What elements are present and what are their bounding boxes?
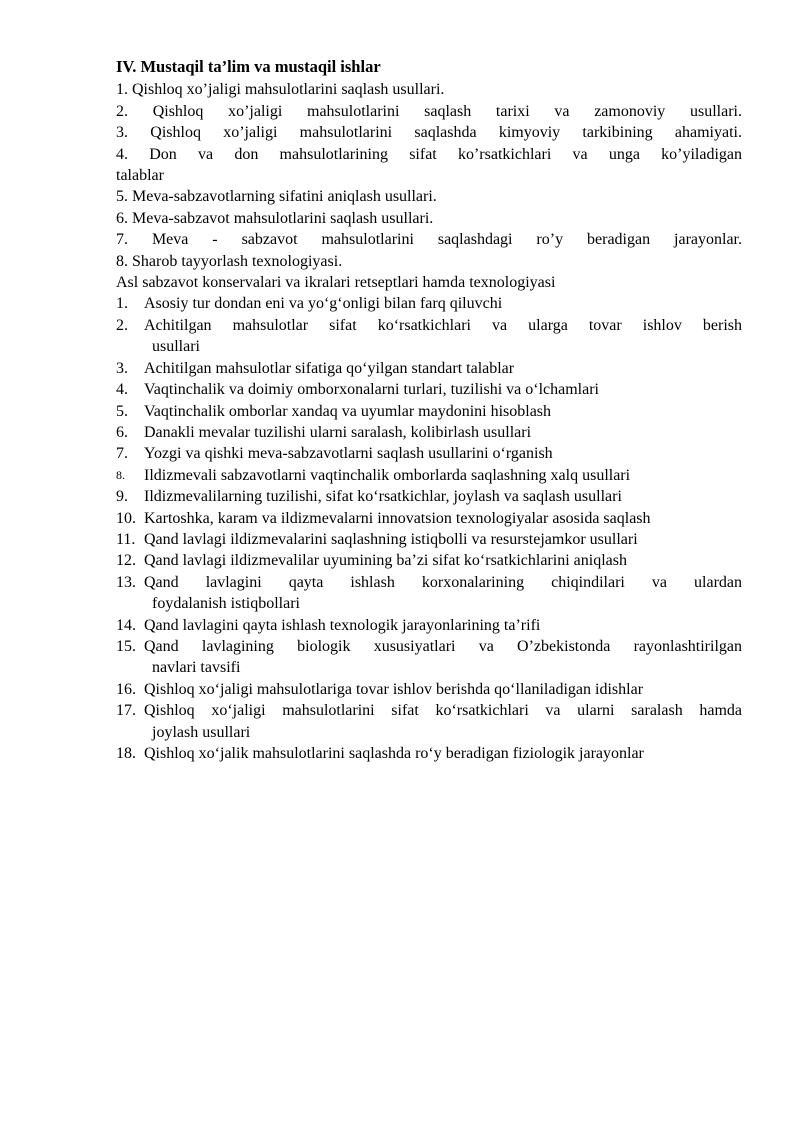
list-item: [116, 572, 742, 615]
item-number: 6.: [116, 209, 128, 227]
item-text: Qand lavlagini qayta ishlash korxonalarining chiqindilari va ulardan: [144, 573, 742, 591]
list-item: [116, 443, 742, 464]
list-item: [116, 229, 742, 250]
item-number: 13.: [116, 573, 136, 591]
item-number: 3.: [116, 359, 128, 377]
item-number: 16.: [116, 680, 136, 698]
item-text: Qishloq xo‘jalik mahsulotlarini saqlashda ro‘y beradigan fiziologik jarayonlar: [144, 745, 644, 762]
item-number: 11.: [116, 530, 136, 548]
item-text: Qishloq xo‘jaligi mahsulotlariga tovar ishlov berishda qo‘llaniladigan idishlar: [144, 680, 644, 698]
item-text-continuation: foydalanish istiqbollari: [152, 595, 300, 613]
item-text: Qishloq xo’jaligi mahsulotlarini saqlash usullari.: [132, 81, 445, 99]
item-text: Qishloq xo’jaligi mahsulotlarini saqlashda kimyoviy tarkibining ahamiyati.: [150, 124, 742, 142]
item-text: Achitilgan mahsulotlar sifatiga qo‘yilgan standart talablar: [144, 359, 515, 377]
item-text: Vaqtinchalik omborlar xandaq va uyumlar maydonini hisoblash: [144, 402, 552, 420]
item-number: 1.: [116, 81, 128, 99]
list-recipes-topics: [116, 293, 742, 764]
list-item: [116, 486, 742, 507]
item-text: Yozgi va qishki meva-sabzavotlarni saqlash usullarini o‘rganish: [144, 445, 553, 463]
item-number: 8.: [116, 467, 125, 482]
item-number: 4.: [116, 381, 128, 399]
item-text-continuation: usullari: [152, 338, 200, 356]
list-item: [116, 615, 742, 636]
list-item: [116, 422, 742, 443]
item-text: Qand lavlagini qayta ishlash texnologik jarayonlarining ta’rifi: [144, 616, 541, 634]
list-item: [116, 465, 742, 486]
item-number: 2.: [116, 316, 128, 334]
item-text: Meva-sabzavotlarning sifatini aniqlash usullari.: [132, 188, 437, 206]
item-text: Qand lavlagining biologik xususiyatlari va O’zbekistonda rayonlashtirilgan: [144, 637, 742, 655]
list-item: [116, 144, 742, 165]
document-page: [116, 56, 742, 764]
list-item: [116, 315, 742, 358]
item-text-continuation: joylash usullari: [152, 723, 251, 741]
item-number: 2.: [116, 102, 128, 120]
item-number: 5.: [116, 188, 128, 206]
item-number: 4.: [116, 145, 128, 163]
item-text: Meva - sabzavot mahsulotlarini saqlashdagi ro’y beradigan jarayonlar.: [151, 231, 743, 249]
section-heading: IV. Mustaqil ta’lim va mustaqil ishlar: [116, 57, 381, 76]
list-item: [116, 208, 742, 229]
list-independent-study: [116, 79, 742, 272]
item-text: Meva-sabzavot mahsulotlarini saqlash usullari.: [132, 209, 434, 227]
item-text: Achitilgan mahsulotlar sifat ko‘rsatkichlari va ularga tovar ishlov berish: [144, 316, 742, 334]
item-number: 15.: [116, 637, 136, 655]
list-item: [116, 79, 742, 100]
list-item: [116, 186, 742, 207]
item-text: Vaqtinchalik va doimiy omborxonalarni turlari, tuzilishi va o‘lchamlari: [144, 381, 599, 399]
item-number: 3.: [116, 124, 128, 142]
item-number: 1.: [116, 295, 128, 313]
list-item: [116, 550, 742, 571]
list-item: [116, 122, 742, 143]
item-number: 8.: [116, 252, 128, 270]
item-text: Qand lavlagi ildizmevalarini saqlashning istiqbolli va resurstejamkor usullari: [144, 530, 638, 548]
item-text: Asosiy tur dondan eni va yo‘g‘onligi bilan farq qiluvchi: [144, 295, 503, 313]
item-number: 7.: [116, 231, 128, 249]
list-item: [116, 679, 742, 700]
item-text: Ildizmevalilarning tuzilishi, sifat ko‘rsatkichlar, joylash va saqlash usullari: [144, 488, 622, 506]
item-number: 9.: [116, 488, 128, 506]
item-text: Ildizmevali sabzavotlarni vaqtinchalik omborlarda saqlashning xalq usullari: [144, 466, 631, 484]
list-item: [116, 251, 742, 272]
list-item: [116, 101, 742, 122]
item-number: 18.: [116, 745, 136, 762]
item-text: Qand lavlagi ildizmevalilar uyumining ba’zi sifat ko‘rsatkichlarini aniqlash: [144, 552, 627, 570]
list-item: [116, 636, 742, 679]
list-item: [116, 700, 742, 743]
list-item: [116, 743, 742, 764]
item-number: 5.: [116, 402, 128, 420]
list-item-continuation: talablar: [116, 167, 164, 185]
list-item: [116, 529, 742, 550]
item-number: 6.: [116, 423, 128, 441]
list-item: [116, 379, 742, 400]
list-item: [116, 358, 742, 379]
item-number: 7.: [116, 445, 128, 463]
item-number: 14.: [116, 616, 136, 634]
item-text: Qishloq xo‘jaligi mahsulotlarini sifat ko‘rsatkichlari va ularni saralash hamda: [144, 702, 742, 720]
item-number: 10.: [116, 509, 136, 527]
list-item: [116, 293, 742, 314]
item-text: Kartoshka, karam va ildizmevalarni innovatsion texnologiyalar asosida saqlash: [144, 509, 651, 527]
item-text-continuation: navlari tavsifi: [152, 659, 241, 677]
list-item: [116, 401, 742, 422]
item-text: Danakli mevalar tuzilishi ularni saralash, kolibirlash usullari: [144, 423, 532, 441]
item-number: 12.: [116, 552, 136, 570]
item-text: Don va don mahsulotlarining sifat ko’rsatkichlari va unga ko’yiladigan: [149, 145, 743, 163]
item-text: Sharob tayyorlash texnologiyasi.: [132, 252, 343, 270]
item-text: Qishloq xo’jaligi mahsulotlarini saqlash tarixi va zamonoviy usullari.: [152, 102, 742, 120]
subheading: Asl sabzavot konservalari va ikralari retseptlari hamda texnologiyasi: [116, 274, 556, 292]
item-number: 17.: [116, 702, 136, 720]
list-item: [116, 508, 742, 529]
